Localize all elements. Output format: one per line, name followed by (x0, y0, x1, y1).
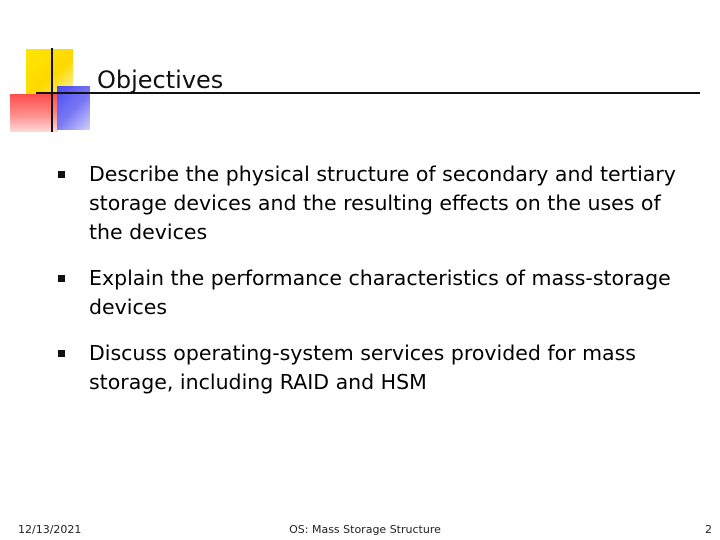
slide-title: Objectives (97, 66, 224, 94)
bullet-text: Explain the performance characteristics of mass-storage devices (89, 266, 671, 319)
bullet-text: Discuss operating-system services provided for mass storage, including RAID and HSM (89, 341, 636, 394)
list-item (57, 339, 697, 397)
page-number: 2 (705, 523, 712, 536)
square-bullet-icon (58, 350, 65, 357)
bullet-list (57, 160, 697, 414)
square-bullet-icon (58, 275, 65, 282)
list-item (57, 160, 697, 247)
footer-title: OS: Mass Storage Structure (289, 523, 441, 536)
footer-date: 12/13/2021 (18, 523, 82, 536)
list-item (57, 264, 697, 322)
square-bullet-icon (58, 171, 65, 178)
bullet-text: Describe the physical structure of secondary and tertiary storage devices and the resulting effects on the uses of the devices (89, 162, 676, 244)
decorative-vertical-line (51, 48, 53, 132)
